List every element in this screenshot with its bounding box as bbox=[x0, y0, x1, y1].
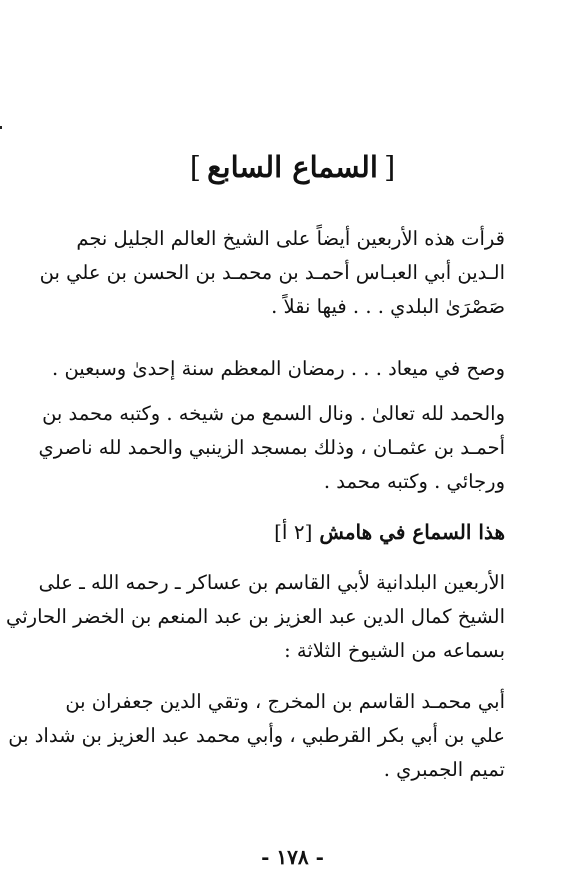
paragraph-line: الشيخ كمال الدين عبد العزيز بن عبد المنعم بن الخضر الحارثي bbox=[5, 605, 505, 628]
margin-mark bbox=[0, 126, 2, 129]
paragraph-line: وصح في ميعاد . . . رمضان المعظم سنة إحدىٰ وسبعين . bbox=[52, 357, 505, 380]
paragraph-line: والحمد لله تعالىٰ . ونال السمع من شيخه . وكتبه محمد بن bbox=[42, 402, 505, 425]
paragraph-line: تميم الجمبري . bbox=[383, 758, 505, 781]
page-number: - ١٧٨ - bbox=[261, 845, 324, 869]
title-bracket-close: ] bbox=[189, 150, 202, 184]
paragraph-line: علي بن أبي بكر القرطبي ، وأبي محمد عبد العزيز بن شداد بن bbox=[8, 724, 505, 747]
paragraph-line: قرأت هذه الأربعين أيضاً على الشيخ العالم الجليل نجم bbox=[76, 227, 505, 250]
paragraph-3 bbox=[38, 397, 505, 499]
paragraph-line: صَصْرَىٰ البلدي . . . فيها نقلاً . bbox=[271, 295, 505, 318]
paragraph-line: بسماعه من الشيوخ الثلاثة : bbox=[284, 639, 505, 662]
section-heading-ref: [٢ أ] bbox=[274, 520, 313, 544]
paragraph-2 bbox=[52, 352, 505, 386]
paragraph-line: الأربعين البلدانية لأبي القاسم بن عساكر ـ رحمه الله ـ على bbox=[38, 571, 505, 594]
paragraph-1 bbox=[39, 222, 505, 324]
page-title bbox=[184, 150, 402, 184]
title-block bbox=[0, 150, 585, 184]
paragraph-4 bbox=[5, 566, 505, 668]
paragraph-line: ورجائي . وكتبه محمد . bbox=[323, 470, 505, 493]
paragraph-5 bbox=[8, 685, 505, 787]
paragraph-line: أحمـد بن عثمـان ، وذلك بمسجد الزينبي والحمد لله ناصري bbox=[38, 436, 505, 459]
paragraph-line: الـدين أبي العبـاس أحمـد بن محمـد بن الحسن بن علي بن bbox=[39, 261, 505, 284]
paragraph-line: أبي محمـد القاسم بن المخرج ، وتقي الدين جعفران بن bbox=[65, 690, 505, 713]
section-heading-text: هذا السماع في هامش bbox=[319, 520, 505, 544]
title-text: السماع السابع bbox=[207, 150, 378, 184]
title-bracket-open: [ bbox=[383, 150, 396, 184]
section-heading bbox=[75, 515, 505, 549]
